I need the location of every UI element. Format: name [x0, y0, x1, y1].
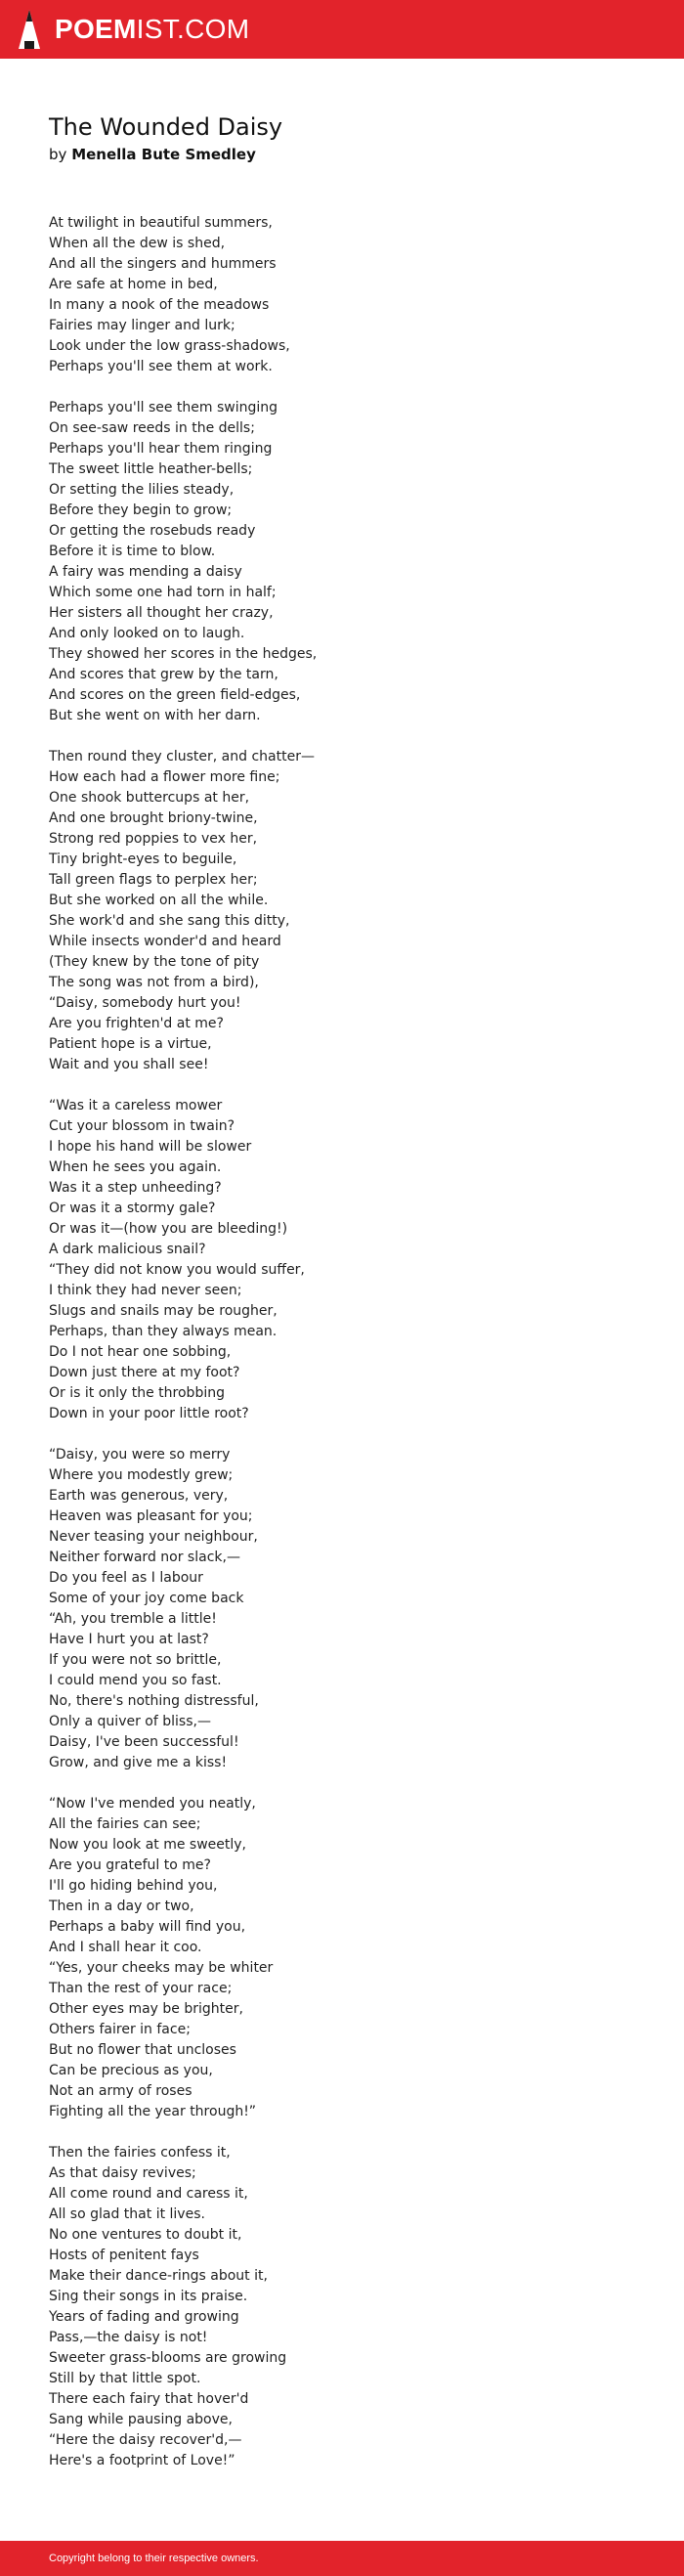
poem-line: Then in a day or two,	[49, 1899, 194, 1914]
copyright-text: Copyright belong to their respective owners.	[49, 2553, 259, 2564]
poem-line: Do you feel as I labour	[49, 1570, 203, 1586]
poem-line: Then round they cluster, and chatter—	[49, 749, 315, 764]
poem-line: Other eyes may be brighter,	[49, 2001, 243, 2017]
site-header	[0, 0, 684, 59]
poem-line: “Ah, you tremble a little!	[49, 1611, 217, 1627]
poem-line: Or is it only the throbbing	[49, 1385, 225, 1401]
poem-line: Pass,—the daisy is not!	[49, 2330, 208, 2345]
poem-line: Some of your joy come back	[49, 1591, 244, 1606]
poem-line: All come round and caress it,	[49, 2186, 248, 2202]
poem-line: Look under the low grass-shadows,	[49, 338, 290, 354]
poem-line: Earth was generous, very,	[49, 1488, 229, 1504]
poem-line: “Here the daisy recover'd,—	[49, 2432, 242, 2448]
poem-line: Down in your poor little root?	[49, 1406, 249, 1421]
poem-line: How each had a flower more fine;	[49, 769, 280, 785]
brand-thin-text: IST.COM	[136, 14, 250, 44]
poem-line: Perhaps you'll see them at work.	[49, 359, 273, 374]
poem-line: She work'd and she sang this ditty,	[49, 913, 290, 929]
poem-line: I'll go hiding behind you,	[49, 1878, 218, 1894]
poem-line: Years of fading and growing	[49, 2309, 239, 2325]
poem-line: Tiny bright-eyes to beguile,	[49, 851, 237, 867]
site-brand	[55, 16, 249, 43]
poem-line: The song was not from a bird),	[49, 975, 259, 990]
poem-line: Neither forward nor slack,—	[49, 1550, 240, 1565]
poem-line: Then the fairies confess it,	[49, 2145, 231, 2161]
poem-line: Tall green flags to perplex her;	[49, 872, 258, 888]
poem-stanza	[49, 213, 655, 377]
poem-line: Daisy, I've been successful!	[49, 1734, 239, 1750]
poem-line: At twilight in beautiful summers,	[49, 215, 273, 231]
poem-line: “Now I've mended you neatly,	[49, 1796, 256, 1812]
poem-line: Or was it a stormy gale?	[49, 1201, 216, 1216]
poem-line: Never teasing your neighbour,	[49, 1529, 258, 1545]
poem-line: All the fairies can see;	[49, 1816, 201, 1832]
poem-line: Can be precious as you,	[49, 2063, 213, 2078]
poem-line: But she worked on all the while.	[49, 893, 269, 908]
poem-line: And I shall hear it coo.	[49, 1940, 202, 1955]
poem-line: Here's a footprint of Love!”	[49, 2453, 235, 2468]
pencil-icon	[18, 9, 41, 50]
poem-line: And one brought briony-twine,	[49, 810, 258, 826]
poem-line: On see-saw reeds in the dells;	[49, 420, 255, 436]
poem-line: Sweeter grass-blooms are growing	[49, 2350, 287, 2366]
poem-line: Before it is time to blow.	[49, 544, 216, 559]
poem-line: “Daisy, you were so merry	[49, 1447, 231, 1463]
poem-line: Hosts of penitent fays	[49, 2248, 199, 2263]
poem-line: A dark malicious snail?	[49, 1242, 206, 1257]
poem-line: Strong red poppies to vex her,	[49, 831, 258, 847]
poem-stanza	[49, 1794, 655, 2122]
poem-line: One shook buttercups at her,	[49, 790, 250, 806]
poem-line: No, there's nothing distressful,	[49, 1693, 259, 1709]
poem-line: Her sisters all thought her crazy,	[49, 605, 274, 621]
poem-line: Wait and you shall see!	[49, 1057, 209, 1072]
poem-line: Now you look at me sweetly,	[49, 1837, 246, 1853]
poem-title: The Wounded Daisy	[49, 113, 283, 141]
poem-line: Have I hurt you at last?	[49, 1632, 209, 1647]
poem-line: And only looked on to laugh.	[49, 626, 245, 641]
poem-line: There each fairy that hover'd	[49, 2391, 249, 2407]
poem-line: Cut your blossom in twain?	[49, 1118, 235, 1134]
poem-line: Still by that little spot.	[49, 2371, 201, 2386]
poem-line: (They knew by the tone of pity	[49, 954, 260, 970]
poem-line: Grow, and give me a kiss!	[49, 1755, 228, 1770]
poem-line: Sing their songs in its praise.	[49, 2289, 248, 2304]
brand-bold-text: POEM	[55, 14, 137, 44]
poem-line: “Was it a careless mower	[49, 1098, 223, 1113]
poem-line: “Yes, your cheeks may be whiter	[49, 1960, 274, 1976]
poem-line: Perhaps a baby will find you,	[49, 1919, 246, 1935]
poem-line: All so glad that it lives.	[49, 2206, 205, 2222]
site-logo-link[interactable]	[18, 8, 249, 51]
poem-line: Fighting all the year through!”	[49, 2104, 257, 2119]
poem-line: Or setting the lilies steady,	[49, 482, 235, 498]
poem-line: Make their dance-rings about it,	[49, 2268, 268, 2284]
poem-stanza	[49, 1096, 655, 1424]
poem-line: The sweet little heather-bells;	[49, 461, 253, 477]
poem-body	[49, 213, 655, 2492]
poem-line: If you were not so brittle,	[49, 1652, 222, 1668]
poem-line: Others fairer in face;	[49, 2022, 191, 2037]
author-name[interactable]: Menella Bute Smedley	[71, 146, 256, 163]
poem-line: Where you modestly grew;	[49, 1467, 234, 1483]
poem-line: Slugs and snails may be rougher,	[49, 1303, 278, 1319]
poem-line: And scores that grew by the tarn,	[49, 667, 278, 682]
poem-line: But she went on with her darn.	[49, 708, 261, 723]
poem-line: Down just there at my foot?	[49, 1365, 240, 1380]
poem-line: “Daisy, somebody hurt you!	[49, 995, 241, 1011]
poem-line: I think they had never seen;	[49, 1283, 242, 1298]
poem-stanza	[49, 398, 655, 726]
poem-byline	[49, 145, 256, 164]
poem-line: Which some one had torn in half;	[49, 585, 277, 600]
poem-stanza	[49, 1445, 655, 1773]
poem-line: Not an army of roses	[49, 2083, 192, 2099]
poem-line: And all the singers and hummers	[49, 256, 277, 272]
poem-line: And scores on the green field-edges,	[49, 687, 301, 703]
by-label: by	[49, 146, 67, 163]
poem-line: Or getting the rosebuds ready	[49, 523, 256, 539]
poem-line: Fairies may linger and lurk;	[49, 318, 235, 333]
poem-stanza	[49, 747, 655, 1075]
poem-line: When all the dew is shed,	[49, 236, 226, 251]
poem-line: A fairy was mending a daisy	[49, 564, 242, 580]
poem-line: No one ventures to doubt it,	[49, 2227, 242, 2243]
poem-line: Heaven was pleasant for you;	[49, 1508, 253, 1524]
poem-line: Are you grateful to me?	[49, 1857, 211, 1873]
poem-line: “They did not know you would suffer,	[49, 1262, 305, 1278]
poem-line: Patient hope is a virtue,	[49, 1036, 212, 1052]
poem-line: Do I not hear one sobbing,	[49, 1344, 232, 1360]
poem-line: Are safe at home in bed,	[49, 277, 218, 292]
poem-line: I could mend you so fast.	[49, 1673, 222, 1688]
poem-stanza	[49, 2143, 655, 2471]
site-footer	[0, 2541, 684, 2576]
poem-line: Or was it—(how you are bleeding!)	[49, 1221, 288, 1237]
poem-line: Perhaps you'll hear them ringing	[49, 441, 273, 457]
poem-line: I hope his hand will be slower	[49, 1139, 252, 1155]
poem-line: But no flower that uncloses	[49, 2042, 236, 2058]
poem-line: In many a nook of the meadows	[49, 297, 270, 313]
poem-line: Only a quiver of bliss,—	[49, 1714, 211, 1729]
poem-line: While insects wonder'd and heard	[49, 934, 281, 949]
poem-line: Than the rest of your race;	[49, 1981, 233, 1996]
poem-line: Are you frighten'd at me?	[49, 1016, 224, 1031]
poem-line: Before they begin to grow;	[49, 502, 233, 518]
poem-line: They showed her scores in the hedges,	[49, 646, 318, 662]
poem-line: Sang while pausing above,	[49, 2412, 233, 2427]
poem-line: Was it a step unheeding?	[49, 1180, 222, 1196]
poem-line: When he sees you again.	[49, 1159, 222, 1175]
poem-line: Perhaps, than they always mean.	[49, 1324, 278, 1339]
poem-line: As that daisy revives;	[49, 2165, 196, 2181]
poem-line: Perhaps you'll see them swinging	[49, 400, 278, 415]
